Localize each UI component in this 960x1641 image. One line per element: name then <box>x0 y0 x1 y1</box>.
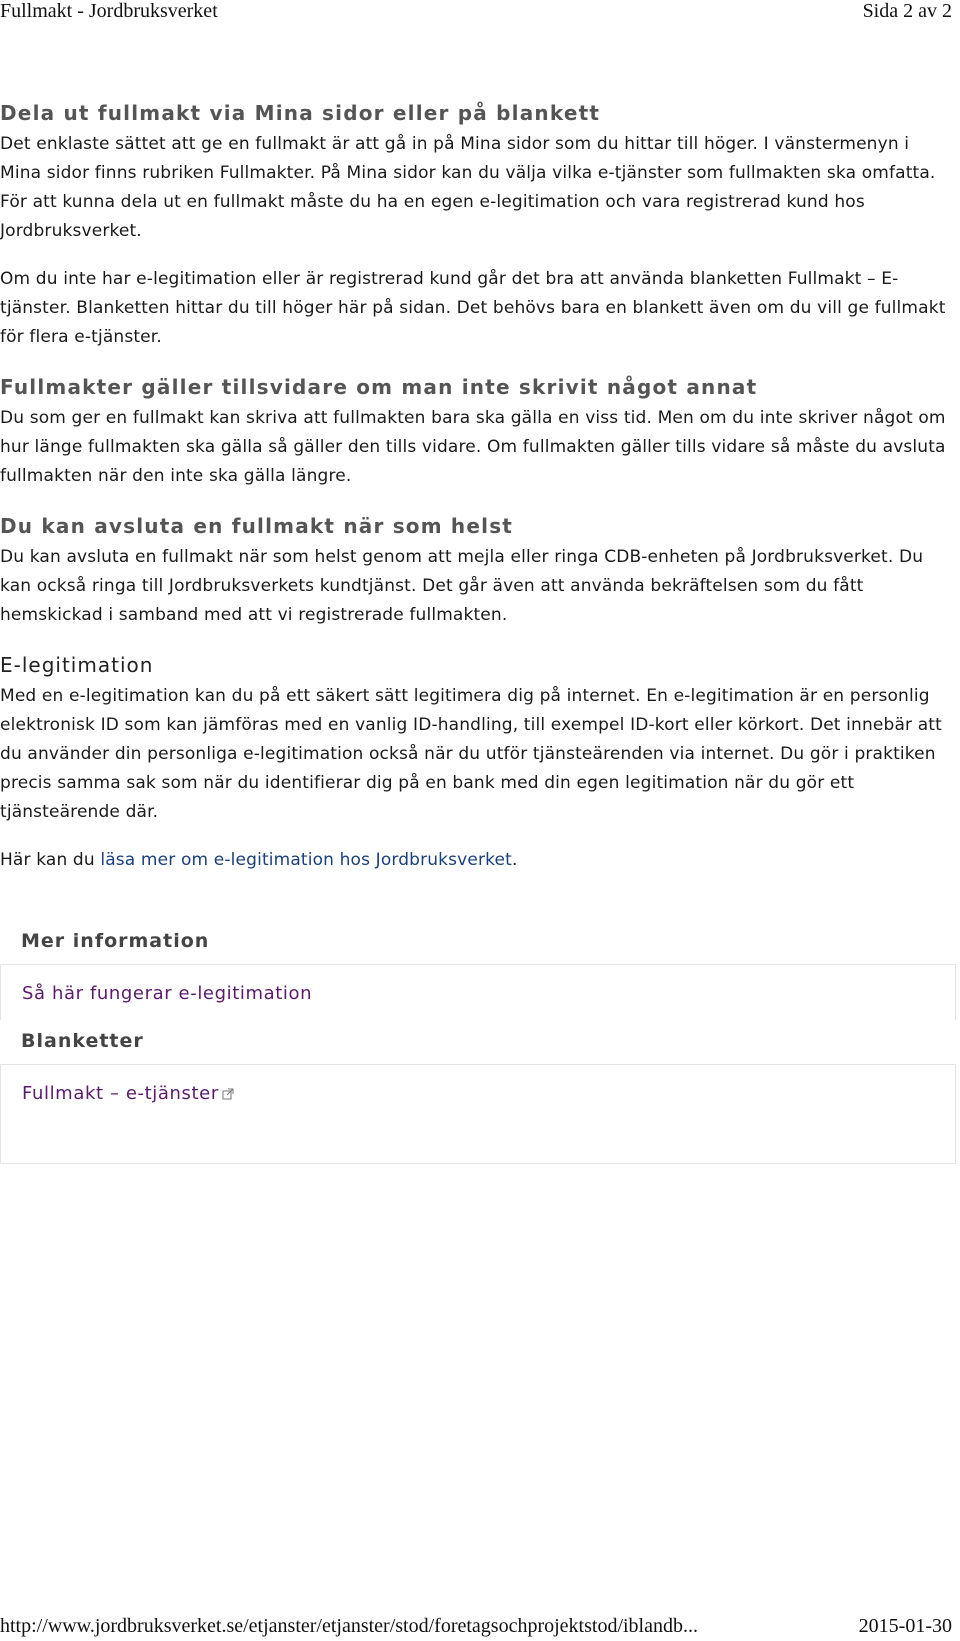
forms-panel <box>0 1064 956 1164</box>
section-paragraph: Du som ger en fullmakt kan skriva att fullmakten bara ska gälla en viss tid. Men om du inte skriver något om hur länge fullmakten ska gälla så gäller den tills vidare. Om fullmakten gäller tills vidare så måste du avsluta fullmakten när den inte ska gälla längre. <box>0 408 946 486</box>
section-paragraph: Med en e-legitimation kan du på ett säkert sätt legitimera dig på internet. En e-legitimation är en personlig elektronisk ID som kan jämföras med en vanlig ID-handling, till exempel ID-kort eller körkort. Det innebär att du använder din personliga e-legitimation också när du utför tjänsteärenden via internet. Du gör i praktiken precis samma sak som när du identifierar dig på en bank med din egen legitimation när du gör ett tjänsteärende där. <box>0 686 942 822</box>
section-paragraph: Om du inte har e-legitimation eller är registrerad kund går det bra att använda blanketten Fullmakt – E-tjänster. Blanketten hittar du till höger här på sidan. Det behövs bara en blankett även om du vill ge fullmakt för flera e-tjänster. <box>0 269 946 347</box>
read-more-link[interactable]: läsa mer om e-legitimation hos Jordbruksverket <box>100 850 512 870</box>
print-header <box>0 0 956 24</box>
print-page-number: Sida 2 av 2 <box>862 0 952 22</box>
section-heading: Fullmakter gäller tillsvidare om man inte skrivit något annat <box>0 375 758 399</box>
more-info-heading: Mer information <box>21 930 210 952</box>
section-avsluta <box>0 513 955 630</box>
section-paragraph: Du kan avsluta en fullmakt när som helst genom att mejla eller ringa CDB-enheten på Jordbruksverket. Du kan också ringa till Jordbruksverkets kundtjänst. Det går även att använda bekräftelsen som du fått hemskickad i samband med att vi registrerade fullmakten. <box>0 547 924 625</box>
section-heading: E-legitimation <box>0 653 154 677</box>
main-content <box>0 100 955 897</box>
read-more-prefix: Här kan du <box>0 850 101 870</box>
section-heading: Du kan avsluta en fullmakt när som helst <box>0 514 514 538</box>
read-more-paragraph <box>0 846 955 875</box>
more-info-panel <box>0 964 956 1020</box>
section-elegitimation <box>0 652 955 875</box>
read-more-suffix: . <box>511 850 518 870</box>
print-footer <box>0 1615 956 1641</box>
elegitimation-info-link[interactable]: Så här fungerar e-legitimation <box>22 983 313 1004</box>
external-link-icon <box>222 1088 234 1100</box>
section-heading: Dela ut fullmakt via Mina sidor eller på blankett <box>0 101 601 125</box>
section-tillsvidare <box>0 374 955 491</box>
forms-heading: Blanketter <box>21 1030 144 1052</box>
section-dela-ut <box>0 100 955 352</box>
fullmakt-form-link[interactable] <box>22 1083 234 1104</box>
print-url: http://www.jordbruksverket.se/etjanster/etjanster/stod/foretagsochprojektstod/iblandb... <box>0 1615 698 1637</box>
section-paragraph: Det enklaste sättet att ge en fullmakt är att gå in på Mina sidor som du hittar till höger. I vänstermenyn i Mina sidor finns rubriken Fullmakter. På Mina sidor kan du välja vilka e-tjänster som fullmakten ska omfatta. För att kunna dela ut en fullmakt måste du ha en egen e-legitimation och vara registrerad kund hos Jordbruksverket. <box>0 134 936 241</box>
fullmakt-form-label: Fullmakt – e-tjänster <box>22 1083 219 1104</box>
print-page-title: Fullmakt - Jordbruksverket <box>0 0 218 22</box>
sidebar-boxes <box>0 920 958 1164</box>
print-date: 2015-01-30 <box>858 1615 952 1637</box>
